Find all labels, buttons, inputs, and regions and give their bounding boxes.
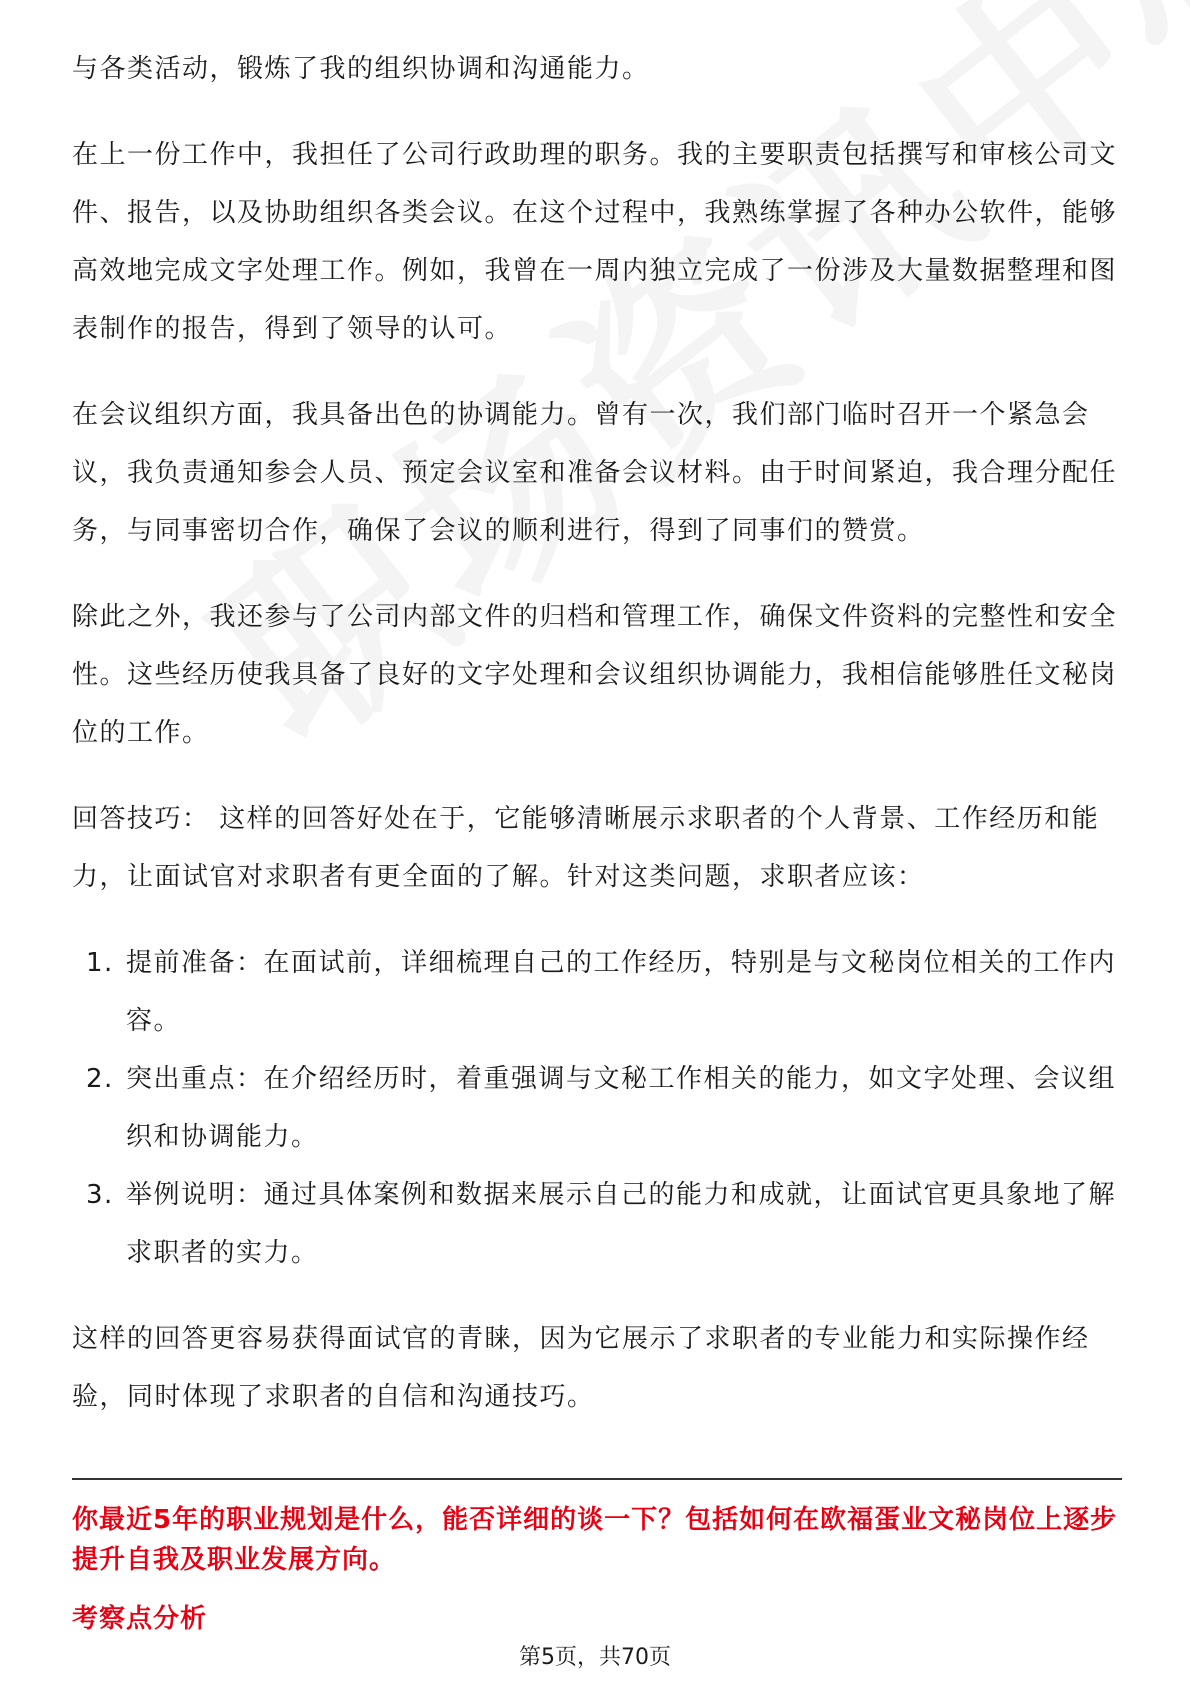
paragraph: 在会议组织方面，我具备出色的协调能力。曾有一次，我们部门临时召开一个紧急会议，我负责通知参会人员、预定会议室和准备会议材料。由于时间紧迫，我合理分配任务，与同事密切合作，确保了会议的顺利进行，得到了同事们的赞赏。 [72, 400, 1118, 546]
list-item-text: 举例说明：通过具体案例和数据来展示自己的能力和成就，让面试官更具象地了解求职者的实力。 [126, 1180, 1117, 1268]
list-number: 1. [86, 948, 114, 978]
list-number: 3. [86, 1180, 114, 1210]
paragraph: 在上一份工作中，我担任了公司行政助理的职务。我的主要职责包括撰写和审核公司文件、报告，以及协助组织各类会议。在这个过程中，我熟练掌握了各种办公软件，能够高效地完成文字处理工作。例如，我曾在一周内独立完成了一份涉及大量数据整理和图表制作的报告，得到了领导的认可。 [72, 140, 1118, 344]
page-number: 第5页，共70页 [519, 1645, 671, 1670]
closing-paragraph: 这样的回答更容易获得面试官的青睐，因为它展示了求职者的专业能力和实际操作经验，同时体现了求职者的自信和沟通技巧。 [72, 1324, 1090, 1412]
interview-question: 你最近5年的职业规划是什么，能否详细的谈一下？包括如何在欧福蛋业文秘岗位上逐步提升自我及职业发展方向。 [72, 1505, 1118, 1575]
list-item [72, 1166, 1122, 1282]
document-body [72, 40, 1122, 1454]
list-number: 2. [86, 1064, 114, 1094]
section-heading: 考察点分析 [72, 1604, 208, 1634]
list-item-text: 突出重点：在介绍经历时，着重强调与文秘工作相关的能力，如文字处理、会议组织和协调能力。 [126, 1064, 1117, 1152]
list-item-text: 提前准备：在面试前，详细梳理自己的工作经历，特别是与文秘岗位相关的工作内容。 [126, 948, 1117, 1036]
section-divider [72, 1478, 1122, 1480]
paragraph: 除此之外，我还参与了公司内部文件的归档和管理工作，确保文件资料的完整性和安全性。这些经历使我具备了良好的文字处理和会议组织协调能力，我相信能够胜任文秘岗位的工作。 [72, 602, 1118, 748]
paragraph: 与各类活动，锻炼了我的组织协调和沟通能力。 [72, 54, 650, 84]
answer-tips-intro: 回答技巧： 这样的回答好处在于，它能够清晰展示求职者的个人背景、工作经历和能力，让面试官对求职者有更全面的了解。针对这类问题，求职者应该： [72, 804, 1100, 892]
list-item [72, 934, 1122, 1050]
list-item [72, 1050, 1122, 1166]
tips-list [72, 934, 1122, 1282]
